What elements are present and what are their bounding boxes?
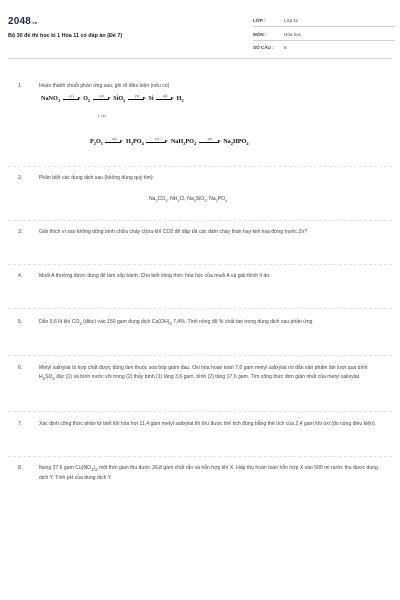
- logo-suffix: .vn: [31, 20, 38, 25]
- logo-text: 2048: [8, 16, 32, 27]
- page-title: Bộ 30 đề thi học kì 1 Hóa 11 có đáp án (Đề 7): [8, 33, 123, 39]
- arrow-step-8: (8): [199, 139, 221, 145]
- header-divider: [8, 58, 392, 59]
- arrow-step-1: (1): [63, 96, 81, 102]
- meta-count-value: 8: [284, 45, 287, 50]
- reaction-chain-row-2: $P_2O_5$ (6) $H_3PO_4$ (7) $NaH_2PO_4$ (8) $Na_2HPO_4$: [90, 136, 249, 147]
- arrow-step-2: (2): [93, 96, 111, 102]
- arrow-step-5: ↓ (5): [97, 114, 106, 119]
- meta-subject-label: MÔN :: [253, 32, 267, 37]
- meta-class-value: Lớp 11: [284, 18, 299, 23]
- arrow-step-3: (3): [128, 96, 146, 102]
- site-logo[interactable]: [8, 16, 37, 27]
- meta-count-label: SỐ CÂU :: [253, 45, 274, 50]
- meta-subject-value: Hóa học: [284, 32, 302, 37]
- meta-class-label: LỚP :: [253, 18, 266, 23]
- arrow-step-7: (7): [146, 139, 168, 145]
- document-page: 2048.vn Bộ 30 đề thi học kì 1 Hóa 11 có đáp án (Đề 7) LỚP : Lớp 11 MÔN : Hóa học SỐ CÂU : 8 1. Hoàn thành chuỗi phản ứng sau, ghi rõ điều kiện (nếu có) NaNO$_3$ (1) $O_2$ (2) SiO$_2$ (3) Si (4) $H_2$ ↓ (5) $P_2O_5$ (6) $H_3PO_4$ (7) $NaH_2PO_4$ (8) $Na_2HPO_4$ 2. Phân biệt các dung dịch sau (không dùng quỳ tím): $Na_2CO_3$, $NH_4Cl$, $Na_2SiO_3$, $Na_3PO_4$ 3. Giải thích vì sao không dùng bình chữa cháy chứa khí CO2 để dập tắt các đám cháy than hay kim loại đứng trước Zn? 4. Muối A thường được dùng để làm xốp bánh. Cho biết công thức hóa học của muối A và giải thích lí do. 5. Dẫn 5,6 lít khí $CO_2$ (đktc) vào 150 gam dung dịch $Ca(OH)_2$ 7,4%. Tính nồng độ % chất tan trong dung dịch sau phản ứng. 6. Metyl salixylat là hợp chất được dùng làm thuốc xoa bóp giảm đau. Oxi hóa hoàn toàn 7,6 gam metyl salixylat rồi dẫn sản phẩm lần lượt qua bình $H_2SO_4$ đặc (1) và bình nước vôi trong (2) thấy bình (1) tăng 3,6 gam, bình (2) tăng 17,6 gam. Tìm công thức đơn giản nhất của metyl salixylat. 7. Xác định công thức phân tử biết khi hóa hơi 11,4 gam metyl salixylat thì thu được thể tích đúng bằng thể tích của 2,4 gam khí oxi (đo cùng điều kiện). 8. Nung 37,6 gam $Cu(NO_3)_2$ một thời gian thu được 26,8 gam chất rắn và hỗn hợp khí X. Hấp thụ hoàn toàn hỗn hợp X vào 500 ml nước thu được dung dịch Y. Tính pH của dung dịch Y.: [0, 0, 400, 600]
- reaction-chain-row-1: NaNO$_3$ (1) $O_2$ (2) SiO$_2$ (3) Si (4) $H_2$: [41, 93, 184, 104]
- arrow-step-4: (4): [156, 96, 174, 102]
- substances-list: $Na_2CO_3$, $NH_4Cl$, $Na_2SiO_3$, $Na_3PO_4$: [149, 196, 228, 204]
- arrow-step-6: (6): [105, 139, 123, 145]
